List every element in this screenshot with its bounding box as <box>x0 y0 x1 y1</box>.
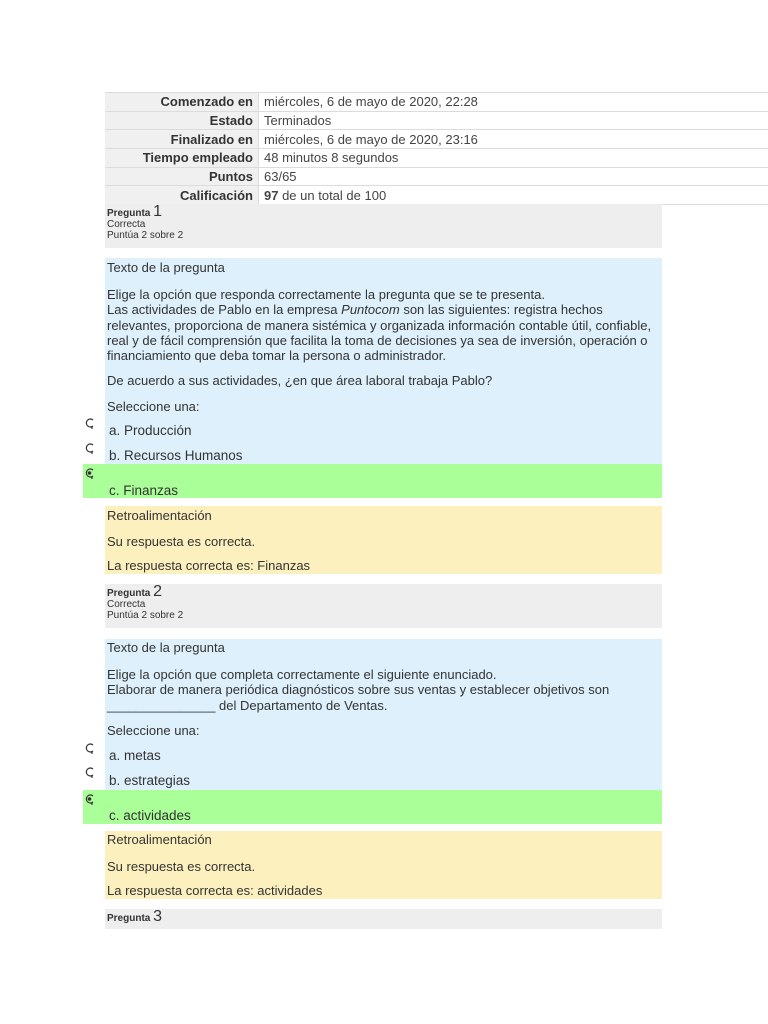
radio-unselected-icon[interactable] <box>84 442 96 459</box>
select-one-label: Seleccione una: <box>107 723 200 738</box>
question-query: De acuerdo a sus actividades, ¿en que área laboral trabaja Pablo? <box>107 373 493 388</box>
question-text-heading: Texto de la pregunta <box>107 640 225 655</box>
radio-unselected-icon[interactable] <box>84 766 96 783</box>
question-number: 1 <box>153 203 163 220</box>
question-label: Pregunta <box>107 913 151 924</box>
question-label: Pregunta <box>107 588 151 599</box>
feedback-text: Su respuesta es correcta. <box>107 534 256 549</box>
summary-value: 63/65 <box>259 167 768 186</box>
answer-option-c[interactable]: c. Finanzas <box>109 483 179 498</box>
question-prompt-line: financiamiento que deba tomar la persona o administrador. <box>107 348 446 363</box>
summary-row <box>105 167 768 186</box>
summary-label: Estado <box>105 111 259 130</box>
grade-score: 97 <box>264 187 279 203</box>
summary-row <box>105 130 768 149</box>
question-text-heading: Texto de la pregunta <box>107 260 225 275</box>
radio-unselected-icon[interactable] <box>84 417 96 434</box>
summary-value <box>259 186 768 205</box>
answer-option-a[interactable]: a. metas <box>109 748 161 763</box>
summary-label: Comenzado en <box>105 93 259 112</box>
question-prompt-intro: Elige la opción que completa correctamente el siguiente enunciado. <box>107 667 497 682</box>
summary-value: 48 minutos 8 segundos <box>259 149 768 168</box>
grade-total: de un total de 100 <box>278 187 387 203</box>
question-state: Correcta <box>107 599 146 610</box>
question-label: Pregunta <box>107 208 151 219</box>
summary-row <box>105 186 768 205</box>
question-grade: Puntúa 2 sobre 2 <box>107 610 184 621</box>
summary-label: Tiempo empleado <box>105 149 259 168</box>
answer-option-b[interactable]: b. Recursos Humanos <box>109 448 243 463</box>
question-2-content <box>105 639 662 790</box>
summary-label: Finalizado en <box>105 130 259 149</box>
summary-row <box>105 149 768 168</box>
summary-value: miércoles, 6 de mayo de 2020, 22:28 <box>259 93 768 112</box>
summary-label: Calificación <box>105 186 259 205</box>
question-2-info <box>105 584 662 628</box>
question-prompt-line: Elaborar de manera periódica diagnósticos sobre sus ventas y establecer objetivos son <box>107 682 610 697</box>
summary-value: Terminados <box>259 111 768 130</box>
answer-option-c[interactable]: c. actividades <box>109 808 191 823</box>
summary-row <box>105 93 768 112</box>
correct-answer-text: La respuesta correcta es: actividades <box>107 883 323 898</box>
attempt-summary-table <box>105 92 768 205</box>
summary-value: miércoles, 6 de mayo de 2020, 23:16 <box>259 130 768 149</box>
select-one-label: Seleccione una: <box>107 399 200 414</box>
question-state: Correcta <box>107 219 146 230</box>
correct-answer-text: La respuesta correcta es: Finanzas <box>107 558 311 573</box>
feedback-text: Su respuesta es correcta. <box>107 859 256 874</box>
answer-option-a[interactable]: a. Producción <box>109 423 192 438</box>
company-name: Puntocom <box>341 302 400 317</box>
question-prompt-line: real y de fácil comprensión que facilita la toma de decisiones ya sea de inversión, operación o <box>107 333 648 348</box>
question-prompt-line: relevantes, proporciona de manera sistémica y organizada información contable útil, confiable, <box>107 318 652 333</box>
answer-option-b[interactable]: b. estrategias <box>109 773 191 788</box>
radio-unselected-icon[interactable] <box>84 742 96 759</box>
feedback-heading: Retroalimentación <box>107 508 212 523</box>
question-3-info <box>105 909 662 929</box>
feedback-heading: Retroalimentación <box>107 832 212 847</box>
summary-label: Puntos <box>105 167 259 186</box>
question-number: 3 <box>153 908 163 925</box>
question-prompt-intro: Elige la opción que responda correctamente la pregunta que se te presenta. <box>107 287 545 302</box>
summary-row <box>105 111 768 130</box>
question-prompt-line: _______________ del Departamento de Ventas. <box>107 698 388 713</box>
question-number: 2 <box>153 583 163 600</box>
question-prompt-line: Las actividades de Pablo en la empresa Puntocom son las siguientes: registra hechos <box>107 302 603 317</box>
question-1-info <box>105 204 662 248</box>
radio-selected-icon[interactable] <box>84 467 96 484</box>
question-grade: Puntúa 2 sobre 2 <box>107 230 184 241</box>
radio-selected-icon[interactable] <box>84 793 96 810</box>
